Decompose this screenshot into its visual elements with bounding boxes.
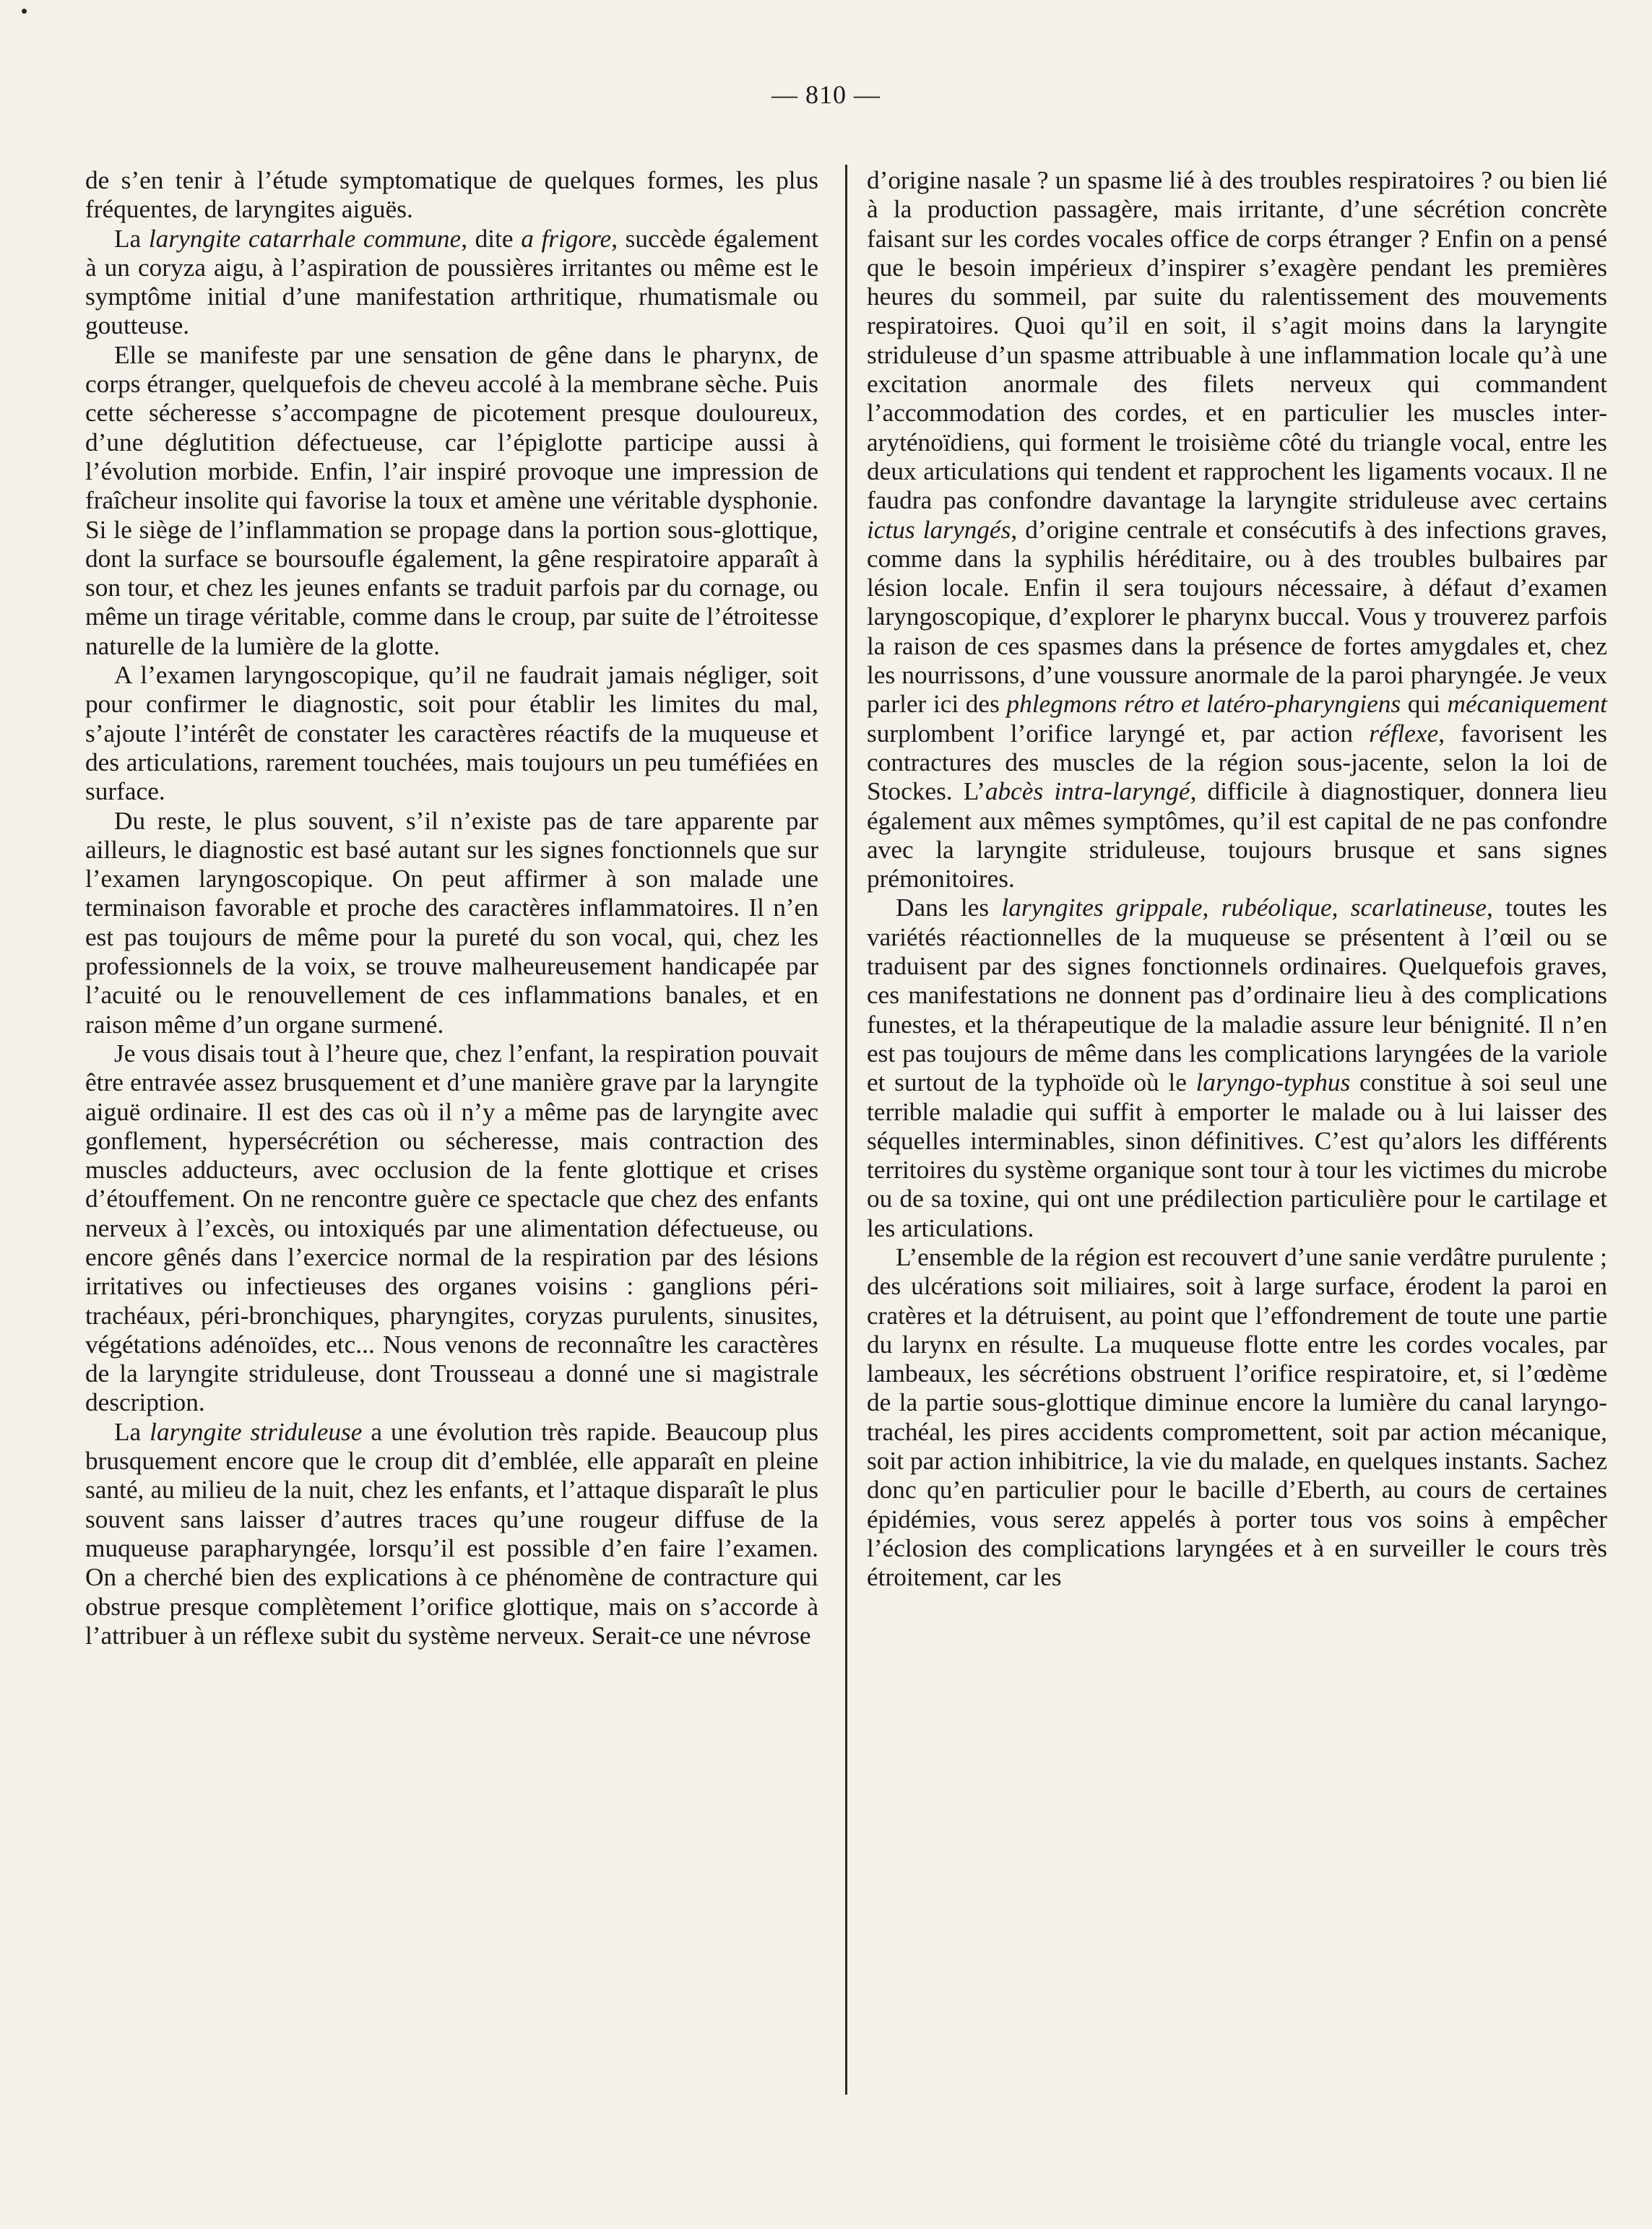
paragraph xyxy=(867,893,1607,1243)
paragraph xyxy=(85,1039,818,1418)
paragraph xyxy=(85,166,818,225)
page-number: — 810 — xyxy=(771,80,881,109)
text-run: A l’examen laryngoscopique, qu’il ne faudrait jamais négliger, soit pour confirmer le diagnostic, soit pour établir les limites du mal, s’ajoute l’intérêt de constater les caractères réactifs de la muqueuse et des articulations, rarement touchées, mais toujours un peu tuméfiées en surface. xyxy=(85,661,818,806)
italic-term: mécaniquement xyxy=(1447,690,1607,719)
text-run: , difficile à diagnostiquer, donnera lieu également aux mêmes symptômes, qu’il est capital de ne pas confondre avec la laryngite striduleuse, toujours brusque et sans signes prémonitoires. xyxy=(867,777,1607,893)
ink-speck xyxy=(22,9,27,14)
text-run: Du reste, le plus souvent, s’il n’existe pas de tare apparente par ailleurs, le diagnostic est basé autant sur les signes fonctionnels que sur l’examen laryngoscopique. On peut affirmer à son malade une terminaison favorable et proche des caractères inflammatoires. Il n’en est pas toujours de même pour la pureté du son vocal, qui, chez les professionnels de la voix, se trouve malheureusement handicapée par l’acuité ou le renouvellement de ces inflammations banales, et en raison même d’un organe surmené. xyxy=(85,806,818,1039)
paragraph xyxy=(85,341,818,661)
italic-term: abcès intra-laryngé xyxy=(985,777,1190,806)
text-run: de s’en tenir à l’étude symptomatique de quelques formes, les plus fréquentes, de laryngites aiguës. xyxy=(85,166,818,224)
paragraph xyxy=(85,1418,818,1650)
text-run: La xyxy=(114,224,149,253)
italic-term: laryngite striduleuse xyxy=(150,1417,363,1446)
italic-term: laryngo-typhus xyxy=(1195,1068,1351,1097)
text-run: La xyxy=(114,1417,150,1446)
text-run: Je vous disais tout à l’heure que, chez l’enfant, la respiration pouvait être entravée assez brusquement et d’une manière grave par la laryngite aiguë ordinaire. Il est des cas où il n’y a même pas de laryngite avec gonflement, hypersécrétion ou sécheresse, mais contraction des muscles adducteurs, avec occlusion de la fente glottique et crises d’étouffement. On ne rencontre guère ce spectacle que chez des enfants nerveux à l’excès, ou intoxiqués par une alimentation défectueuse, ou encore gênés dans l’exercice normal de la respiration par des lésions irritatives ou infectieuses des organes voisins : ganglions péri-trachéaux, péri-bronchiques, pharyngites, coryzas purulents, sinusites, végétations adénoïdes, etc... Nous venons de reconnaître les caractères de la laryngite striduleuse, dont Trousseau a donné une si magistrale description. xyxy=(85,1039,818,1417)
text-run: Dans les xyxy=(896,893,1002,922)
text-run: constitue à soi seul une terrible maladie qui suffit à emporter le malade ou à lui laisser des séquelles interminables, sinon définitives. C’est qu’alors les différents territoires du système organique sont tour à tour les victimes du microbe ou de sa toxine, qui ont une prédilection particulière pour le cartilage et les articulations. xyxy=(867,1068,1608,1242)
left-column xyxy=(85,166,818,1650)
text-run: , toutes les variétés réactionnelles de la muqueuse se présentent à l’œil ou se traduisent par des signes fonctionnels ordinaires. Quelquefois graves, ces manifestations ne donnent pas d’ordinaire lieu à des complications funestes, et la thérapeutique de la maladie assure leur bénignité. Il n’en est pas toujours de même dans les complications laryngées de la variole et surtout de la typhoïde où le xyxy=(867,893,1608,1097)
text-run: surplombent l’orifice laryngé et, par action xyxy=(867,719,1370,748)
text-run: d’origine nasale ? un spasme lié à des troubles respiratoires ? ou bien lié à la production passagère, mais irritante, d’une sécrétion concrète faisant sur les cordes vocales office de corps étranger ? Enfin on a pensé que le besoin impérieux d’inspirer s’exagère pendant les premières heures du sommeil, par suite du ralentissement des mouvements respiratoires. Quoi qu’il en soit, il s’agit moins dans la laryngite striduleuse d’un spasme attribuable à une inflammation locale qu’à une excitation anormale des filets nerveux qui commandent l’accommodation des cordes, et en particulier les muscles inter-aryténoïdiens, qui forment le troisième côté du triangle vocal, entre les deux articulations qui tendent et rapprochent les ligaments vocaux. Il ne faudra pas confondre davantage la laryngite striduleuse avec certains xyxy=(867,166,1607,515)
right-column xyxy=(867,166,1607,1593)
text-run: , d’origine centrale et consécutifs à des infections graves, comme dans la syphilis héréditaire, ou à des troubles bulbaires par lésion locale. Enfin il sera toujours nécessaire, à défaut d’examen laryngoscopique, d’explorer le pharynx buccal. Vous y trouverez parfois la raison de ces spasmes dans la présence de fortes amygdales et, chez les nourrissons, d’une voussure anormale de la paroi pharyngée. Je veux parler ici des xyxy=(867,515,1607,719)
text-run: , succède également à un coryza aigu, à l’aspiration de poussières irritantes ou même est le symptôme initial d’une manifestation arthritique, rhumatismale ou goutteuse. xyxy=(85,224,819,340)
paragraph xyxy=(85,225,818,341)
italic-term: laryngites grippale, rubéolique, scarlatineuse xyxy=(1001,893,1487,922)
paragraph xyxy=(867,166,1607,893)
italic-term: a frigore xyxy=(521,224,612,253)
text-run: a une évolution très rapide. Beaucoup plus brusquement encore que le croup dit d’emblée, elle apparaît en pleine santé, au milieu de la nuit, chez les enfants, et l’attaque disparaît le plus souvent sans laisser d’autres traces qu’une rougeur diffuse de la muqueuse parapharyngée, lorsqu’il est possible d’en faire l’examen. On a cherché bien des explications à ce phénomène de contracture qui obstrue presque complètement l’orifice glottique, mais on s’accorde à l’attribuer à un réflexe subit du système nerveux. Serait-ce une névrose xyxy=(85,1417,818,1650)
paragraph xyxy=(85,807,818,1039)
italic-term: réflexe xyxy=(1369,719,1439,748)
italic-term: ictus laryngés xyxy=(867,515,1011,544)
italic-term: phlegmons rétro et latéro-pharyngiens xyxy=(1006,690,1401,719)
column-divider xyxy=(845,165,847,2095)
text-run: qui xyxy=(1401,690,1448,719)
paragraph xyxy=(85,661,818,806)
text-run: Elle se manifeste par une sensation de gêne dans le pharynx, de corps étranger, quelquefois de cheveu accolé à la membrane sèche. Puis cette sécheresse s’accompagne de picotement presque douloureux, d’une déglutition défectueuse, car l’épiglotte participe aussi à l’évolution morbide. Enfin, l’air inspiré provoque une impression de fraîcheur insolite qui favorise la toux et amène une véritable dysphonie. Si le siège de l’inflammation se propage dans la portion sous-glottique, dont la surface se boursoufle également, la gêne respiratoire apparaît à son tour, et chez les jeunes enfants se traduit parfois par du cornage, ou même un tirage véritable, comme dans le croup, par suite de l’étroitesse naturelle de la lumière de la glotte. xyxy=(85,340,818,660)
italic-term: laryngite catarrhale commune xyxy=(148,224,462,253)
text-run: , favorisent les contractures des muscles de la région sous-jacente, selon la loi de Stockes. L’ xyxy=(867,719,1607,806)
paragraph xyxy=(867,1243,1607,1593)
text-run: , dite xyxy=(461,224,522,253)
text-run: L’ensemble de la région est recouvert d’une sanie verdâtre purulente ; des ulcérations soit miliaires, soit à large surface, érodent la paroi en cratères et la détruisent, au point que l’effondrement de toute une partie du larynx en résulte. La muqueuse flotte entre les cordes vocales, par lambeaux, les sécrétions obstruent l’orifice respiratoire, et, si l’œdème de la partie sous-glottique diminue encore la lumière du canal laryngo-trachéal, les pires accidents compromettent, soit par action mécanique, soit par action inhibitrice, la vie du malade, en quelques instants. Sachez donc qu’en particulier pour le bacille d’Eberth, au cours de certaines épidémies, vous serez appelés à porter tous vos soins à empêcher l’éclosion des complications laryngées et à en surveiller le cours très étroitement, car les xyxy=(867,1242,1607,1592)
